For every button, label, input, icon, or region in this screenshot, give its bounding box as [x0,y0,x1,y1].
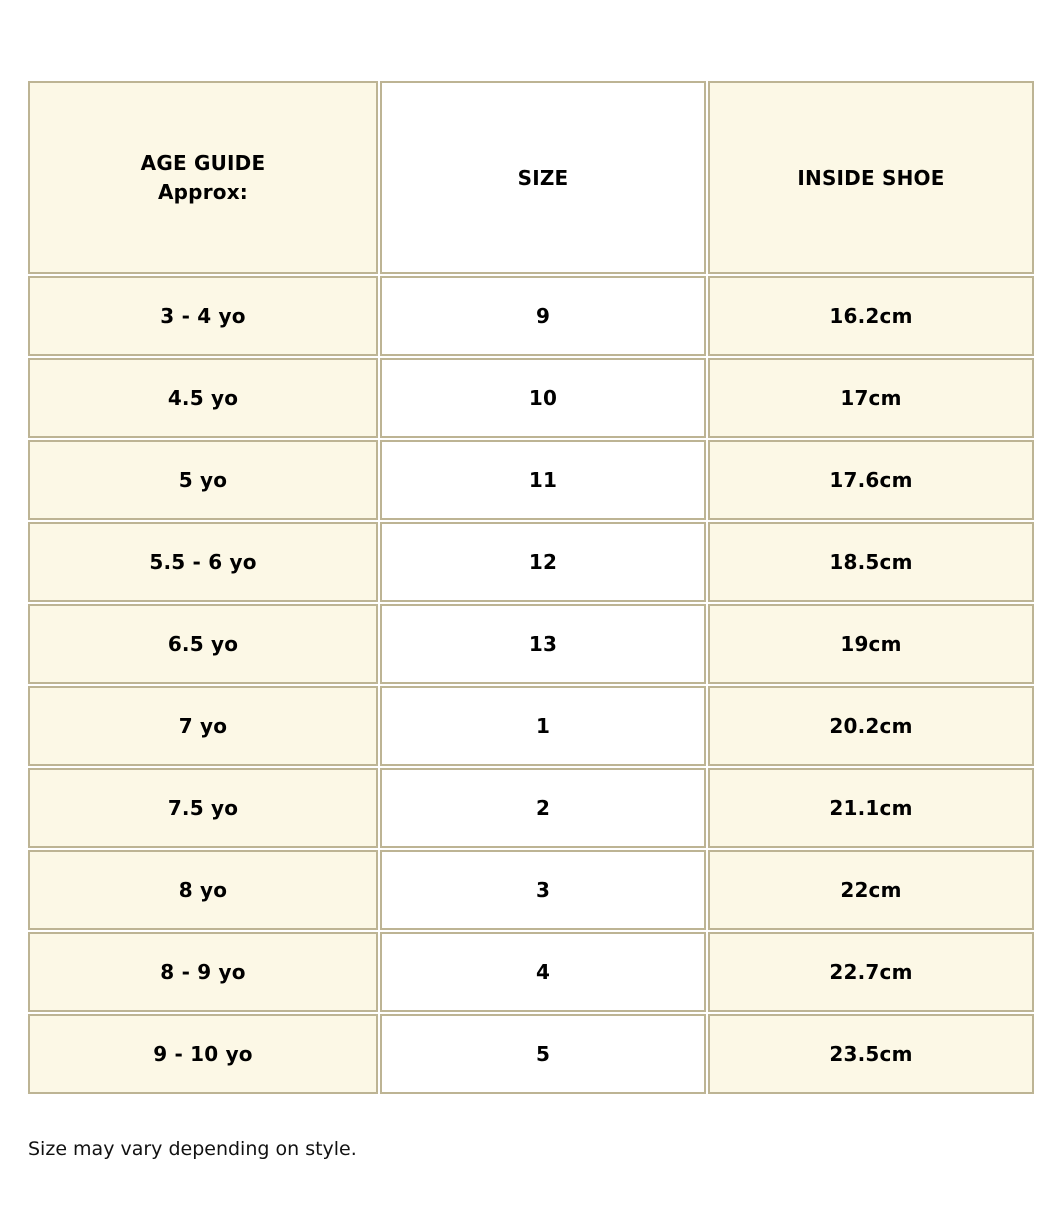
inside-shoe-cell: 20.2cm [708,686,1034,766]
table-row [28,932,1034,1012]
header-size: SIZE [380,81,706,274]
header-row [28,81,1034,274]
size-cell: 12 [380,522,706,602]
inside-shoe-cell: 21.1cm [708,768,1034,848]
header-inside-shoe: INSIDE SHOE [708,81,1034,274]
size-chart-body [28,81,1034,1094]
size-note: Size may vary depending on style. [28,1138,357,1160]
header-age-guide [28,81,378,274]
age-cell: 5.5 - 6 yo [28,522,378,602]
size-cell: 9 [380,276,706,356]
age-cell: 6.5 yo [28,604,378,684]
size-cell: 1 [380,686,706,766]
table-row [28,358,1034,438]
age-cell: 9 - 10 yo [28,1014,378,1094]
header-age-guide-line2: Approx: [157,179,248,204]
table-row [28,768,1034,848]
inside-shoe-cell: 17cm [708,358,1034,438]
inside-shoe-cell: 17.6cm [708,440,1034,520]
table-row [28,686,1034,766]
size-chart-table [26,79,1036,1096]
inside-shoe-cell: 18.5cm [708,522,1034,602]
size-cell: 2 [380,768,706,848]
inside-shoe-cell: 23.5cm [708,1014,1034,1094]
inside-shoe-cell: 19cm [708,604,1034,684]
size-cell: 13 [380,604,706,684]
table-row [28,850,1034,930]
age-cell: 3 - 4 yo [28,276,378,356]
inside-shoe-cell: 22cm [708,850,1034,930]
age-cell: 8 yo [28,850,378,930]
age-cell: 4.5 yo [28,358,378,438]
table-row [28,1014,1034,1094]
table-row [28,276,1034,356]
table-row [28,440,1034,520]
size-cell: 10 [380,358,706,438]
table-row [28,522,1034,602]
size-cell: 3 [380,850,706,930]
size-cell: 4 [380,932,706,1012]
inside-shoe-cell: 22.7cm [708,932,1034,1012]
header-age-guide-line1: AGE GUIDE [140,150,266,175]
inside-shoe-cell: 16.2cm [708,276,1034,356]
age-cell: 5 yo [28,440,378,520]
size-cell: 11 [380,440,706,520]
table-row [28,604,1034,684]
age-cell: 7.5 yo [28,768,378,848]
age-cell: 8 - 9 yo [28,932,378,1012]
size-cell: 5 [380,1014,706,1094]
age-cell: 7 yo [28,686,378,766]
